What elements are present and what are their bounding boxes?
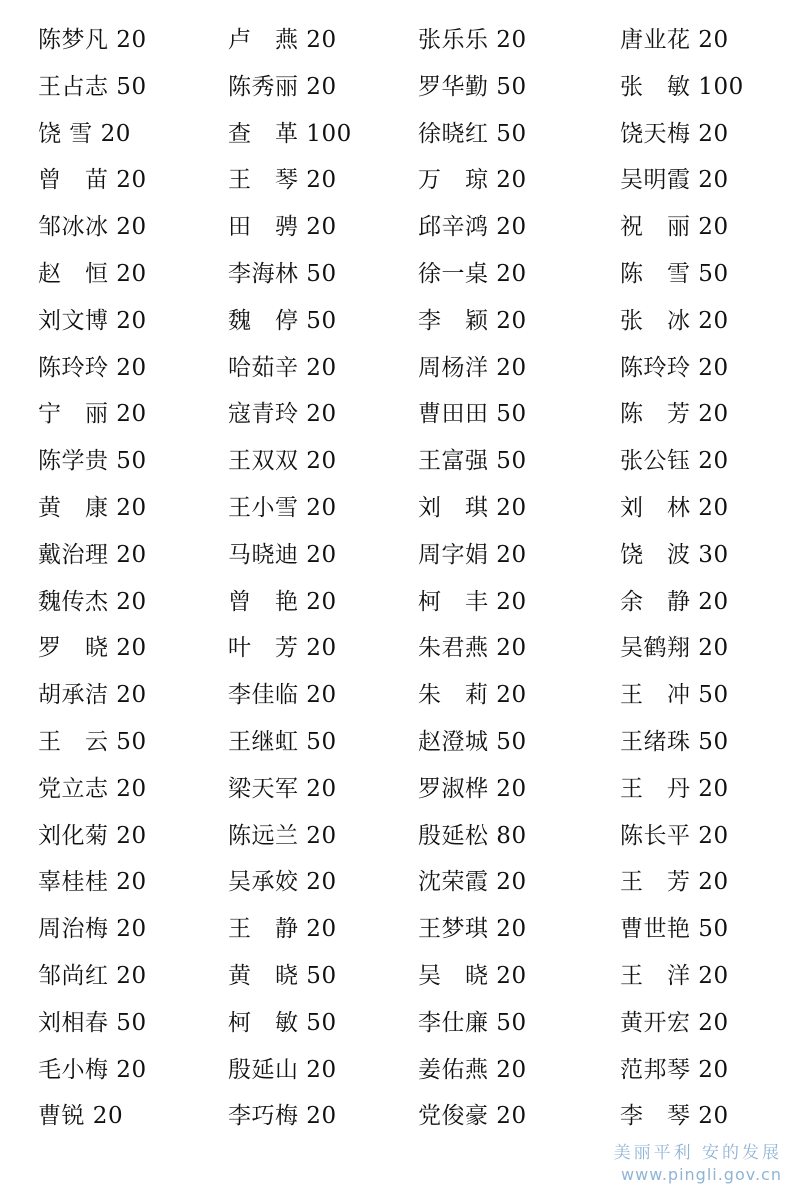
- list-entry: 王 芳 20: [620, 869, 729, 896]
- list-entry: 魏 停 50: [228, 307, 337, 334]
- list-entry: 黄 康 20: [38, 494, 147, 521]
- site-watermark: [614, 1142, 782, 1186]
- list-entry: 王占志 50: [38, 73, 147, 100]
- list-entry: 刘 琪 20: [418, 494, 527, 521]
- list-row: [0, 301, 800, 348]
- list-row: [0, 1096, 800, 1143]
- list-entry: 曾 艳 20: [228, 588, 337, 615]
- list-entry: 饶 雪 20: [38, 120, 131, 147]
- list-entry: 辜桂桂 20: [38, 869, 147, 896]
- list-row: [0, 348, 800, 395]
- list-entry: 李仕廉 50: [418, 1009, 527, 1036]
- list-entry: 吴鹤翔 20: [620, 635, 729, 662]
- list-entry: 饶天梅 20: [620, 120, 729, 147]
- list-row: [0, 956, 800, 1003]
- list-entry: 刘 林 20: [620, 494, 729, 521]
- list-entry: 寇青玲 20: [228, 401, 337, 428]
- list-row: [0, 535, 800, 582]
- list-entry: 党立志 20: [38, 775, 147, 802]
- list-entry: 王继虹 50: [228, 728, 337, 755]
- list-row: [0, 441, 800, 488]
- list-entry: 周杨洋 20: [418, 354, 527, 381]
- list-entry: 陈 雪 50: [620, 260, 729, 287]
- list-entry: 李 颖 20: [418, 307, 527, 334]
- list-entry: 陈玲玲 20: [38, 354, 147, 381]
- list-entry: 罗 晓 20: [38, 635, 147, 662]
- list-entry: 朱 莉 20: [418, 682, 527, 709]
- list-row: [0, 160, 800, 207]
- list-entry: 陈长平 20: [620, 822, 729, 849]
- list-entry: 余 静 20: [620, 588, 729, 615]
- list-entry: 李 琴 20: [620, 1103, 729, 1130]
- list-entry: 毛小梅 20: [38, 1056, 147, 1083]
- list-entry: 殷延山 20: [228, 1056, 337, 1083]
- list-row: [0, 394, 800, 441]
- list-entry: 叶 芳 20: [228, 635, 337, 662]
- list-entry: 王 琴 20: [228, 167, 337, 194]
- list-entry: 王 云 50: [38, 728, 147, 755]
- list-row: [0, 114, 800, 161]
- list-entry: 王富强 50: [418, 448, 527, 475]
- list-entry: 徐晓红 50: [418, 120, 527, 147]
- list-entry: 刘相春 50: [38, 1009, 147, 1036]
- list-entry: 邱辛鸿 20: [418, 214, 527, 241]
- list-entry: 党俊豪 20: [418, 1103, 527, 1130]
- list-row: [0, 488, 800, 535]
- list-row: [0, 1003, 800, 1050]
- list-entry: 卢 燕 20: [228, 27, 337, 53]
- list-entry: 沈荣霞 20: [418, 869, 527, 896]
- list-entry: 陈 芳 20: [620, 401, 729, 428]
- list-entry: 张 敏 100: [620, 73, 744, 100]
- list-row: [0, 254, 800, 301]
- list-entry: 陈梦凡 20: [38, 27, 147, 53]
- list-entry: 殷延松 80: [418, 822, 527, 849]
- list-entry: 赵 恒 20: [38, 260, 147, 287]
- list-entry: 范邦琴 20: [620, 1056, 729, 1083]
- list-entry: 徐一桌 20: [418, 260, 527, 287]
- list-entry: 陈远兰 20: [228, 822, 337, 849]
- list-entry: 张公钰 20: [620, 448, 729, 475]
- list-entry: 梁天军 20: [228, 775, 337, 802]
- list-entry: 万 琼 20: [418, 167, 527, 194]
- list-entry: 柯 敏 50: [228, 1009, 337, 1036]
- watermark-url: www.pingli.gov.cn: [621, 1165, 782, 1184]
- list-entry: 马晓迪 20: [228, 541, 337, 568]
- list-entry: 赵澄城 50: [418, 728, 527, 755]
- list-entry: 王小雪 20: [228, 494, 337, 521]
- list-entry: 邹冰冰 20: [38, 214, 147, 241]
- list-entry: 柯 丰 20: [418, 588, 527, 615]
- list-entry: 吴 晓 20: [418, 962, 527, 989]
- list-row: [0, 582, 800, 629]
- list-entry: 胡承洁 20: [38, 682, 147, 709]
- list-entry: 黄 晓 50: [228, 962, 337, 989]
- list-entry: 唐业花 20: [620, 27, 729, 53]
- list-entry: 刘化菊 20: [38, 822, 147, 849]
- list-entry: 宁 丽 20: [38, 401, 147, 428]
- list-entry: 王 冲 50: [620, 682, 729, 709]
- list-row: [0, 862, 800, 909]
- list-entry: 李佳临 20: [228, 682, 337, 709]
- list-entry: 魏传杰 20: [38, 588, 147, 615]
- list-entry: 曾 苗 20: [38, 167, 147, 194]
- list-row: [0, 909, 800, 956]
- list-entry: 曹田田 50: [418, 401, 527, 428]
- list-entry: 祝 丽 20: [620, 214, 729, 241]
- list-entry: 张 冰 20: [620, 307, 729, 334]
- list-entry: 周字娟 20: [418, 541, 527, 568]
- list-row: [0, 722, 800, 769]
- list-entry: 陈玲玲 20: [620, 354, 729, 381]
- list-entry: 戴治理 20: [38, 541, 147, 568]
- list-entry: 刘文博 20: [38, 307, 147, 334]
- list-row: [0, 207, 800, 254]
- list-row: [0, 1050, 800, 1097]
- list-entry: 吴承姣 20: [228, 869, 337, 896]
- list-entry: 田 骋 20: [228, 214, 337, 241]
- list-row: [0, 20, 800, 67]
- list-entry: 陈学贵 50: [38, 448, 147, 475]
- list-entry: 吴明霞 20: [620, 167, 729, 194]
- list-row: [0, 769, 800, 816]
- list-entry: 王梦琪 20: [418, 916, 527, 943]
- donation-list: [0, 20, 800, 1143]
- list-row: [0, 675, 800, 722]
- list-entry: 饶 波 30: [620, 541, 729, 568]
- list-entry: 王双双 20: [228, 448, 337, 475]
- list-entry: 王绪珠 50: [620, 728, 729, 755]
- list-entry: 陈秀丽 20: [228, 73, 337, 100]
- list-entry: 王 洋 20: [620, 962, 729, 989]
- list-entry: 曹世艳 50: [620, 916, 729, 943]
- list-entry: 王 静 20: [228, 916, 337, 943]
- list-entry: 张乐乐 20: [418, 27, 527, 53]
- list-row: [0, 816, 800, 863]
- list-entry: 哈茹辛 20: [228, 354, 337, 381]
- list-entry: 曹锐 20: [38, 1103, 124, 1130]
- list-entry: 李海林 50: [228, 260, 337, 287]
- list-entry: 朱君燕 20: [418, 635, 527, 662]
- list-entry: 查 革 100: [228, 120, 352, 147]
- list-entry: 王 丹 20: [620, 775, 729, 802]
- list-row: [0, 628, 800, 675]
- list-entry: 罗华勤 50: [418, 73, 527, 100]
- list-entry: 周治梅 20: [38, 916, 147, 943]
- list-entry: 邹尚红 20: [38, 962, 147, 989]
- watermark-slogan: 美丽平利 安的发展: [613, 1143, 782, 1163]
- list-row: [0, 67, 800, 114]
- list-entry: 罗淑桦 20: [418, 775, 527, 802]
- list-entry: 李巧梅 20: [228, 1103, 337, 1130]
- list-entry: 姜佑燕 20: [418, 1056, 527, 1083]
- list-entry: 黄开宏 20: [620, 1009, 729, 1036]
